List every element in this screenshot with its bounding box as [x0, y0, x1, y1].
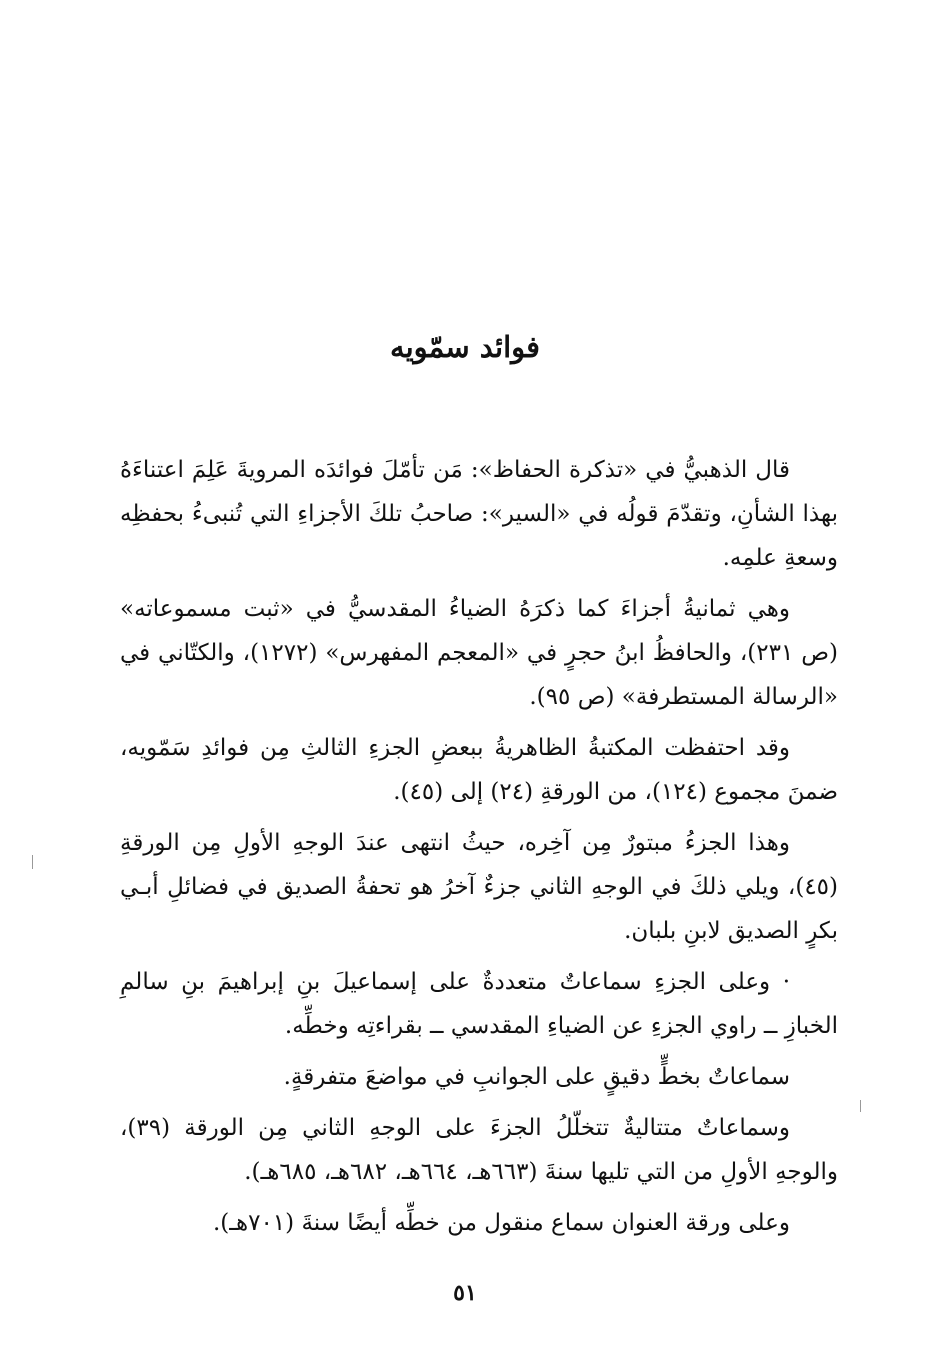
paragraph: وهي ثمانيةُ أجزاءَ كما ذكرَهُ الضياءُ المقدسيُّ في «ثبت مسموعاته» (ص ٢٣١)، والحافظُ ابنُ حجرٍ في «المعجم المفهرس» (١٢٧٢)، والكتّاني في «الرسالة المستطرفة» (ص ٩٥). — [120, 596, 838, 710]
paragraph: وسماعاتٌ متتاليةٌ تتخلّلُ الجزءَ على الوجهِ الثاني مِن الورقة (٣٩)، والوجهِ الأولِ من التي تليها سنةَ (٦٦٣هـ، ٦٦٤هـ، ٦٨٢هـ، ٦٨٥هـ). — [120, 1115, 838, 1185]
paragraph: وقد احتفظت المكتبةُ الظاهريةُ ببعضِ الجزءِ الثالثِ مِن فوائدِ سَمّويه، ضمنَ مجموع (١٢٤)، من الورقةِ (٢٤) إلى (٤٥). — [120, 735, 838, 805]
body-text — [120, 448, 838, 1252]
page-title: فوائد سمّويه — [390, 330, 540, 364]
margin-mark — [860, 1100, 861, 1112]
paragraph: وهذا الجزءُ مبتورٌ مِن آخِره، حيثُ انتهى عندَ الوجهِ الأولِ مِن الورقةِ (٤٥)، ويلي ذلكَ في الوجهِ الثاني جزءٌ آخرُ هو تحفةُ الصديق في فضائلِ أبـي بكرٍ الصديق لابنِ بلبان. — [120, 830, 839, 944]
paragraph: قال الذهبيُّ في «تذكرة الحفاظ»: مَن تأمّلَ فوائدَه المرويةَ عَلِمَ اعتناءَهُ بهذا الشأنِ، وتقدّمَ قولُه في «السير»: صاحبُ تلكَ الأجزاءِ التي تُنبىءُ بحفظِه وسعةِ علمِه. — [120, 457, 838, 571]
margin-mark — [32, 855, 33, 869]
paragraph: · وعلى الجزءِ سماعاتٌ متعددةٌ على إسماعيلَ بنِ إبراهيمَ بنِ سالمِ الخبازِ ــ راوي الجزءِ عن الضياءِ المقدسي ــ بقراءتِه وخطِّه. — [120, 969, 838, 1039]
paragraph: وعلى ورقة العنوان سماع منقول من خطِّه أيضًا سنةَ (٧٠١هـ). — [212, 1210, 790, 1236]
page-number: ٥١ — [453, 1280, 477, 1306]
paragraph: سماعاتٌ بخطٍّ دقيقٍ على الجوانبِ في مواضعَ متفرقةٍ. — [283, 1064, 790, 1090]
